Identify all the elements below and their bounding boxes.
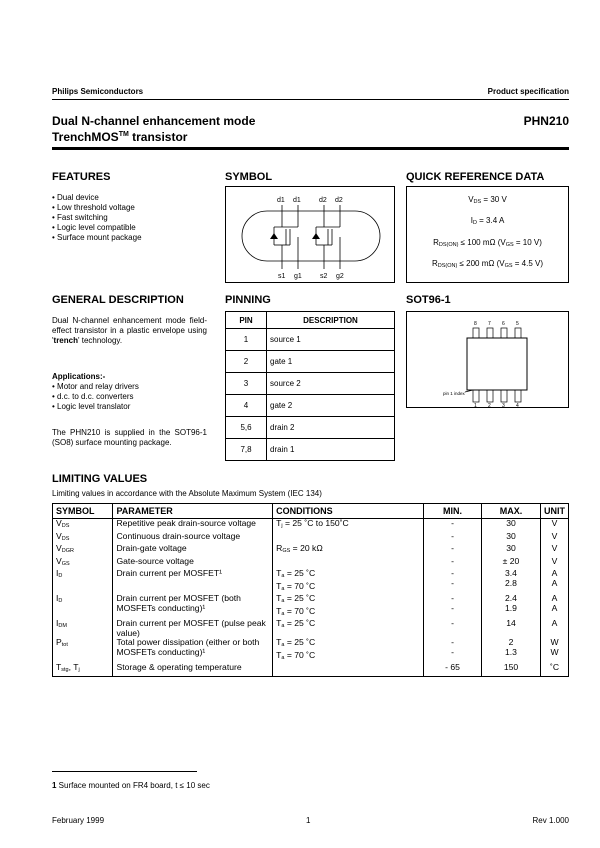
footer-date: February 1999: [52, 816, 105, 825]
conditions-cell: $T_a = 25$ ˚C $T_a = 70$ ˚C: [273, 638, 424, 663]
min-cell: -: [424, 532, 482, 545]
qrd-box: [406, 186, 569, 283]
limiting-heading: LIMITING VALUES: [52, 473, 148, 485]
package-pin-5: 5: [516, 321, 519, 327]
max-cell: 150: [481, 663, 540, 676]
parameter-cell: Drain current per MOSFET (pulse peak value): [113, 619, 273, 638]
features-heading: FEATURES: [52, 171, 111, 183]
max-cell: 30: [481, 544, 540, 557]
table-row: 4 gate 2: [226, 395, 395, 417]
document-type: Product specification: [487, 87, 569, 96]
package-pin-1: 1: [474, 403, 477, 407]
part-number: PHN210: [523, 114, 569, 128]
list-item: • Low threshold voltage: [52, 203, 135, 212]
package-pin-4: 4: [516, 403, 519, 407]
column-header: SYMBOL: [53, 504, 113, 519]
symbol-cell: $I_{DM}$: [53, 619, 113, 638]
min-cell: -: [424, 619, 482, 638]
title-line-1: Dual N-channel enhancement mode: [52, 114, 256, 128]
qrd-heading: QUICK REFERENCE DATA: [406, 171, 545, 183]
qrd-id: $I_D = 3.4$ A: [470, 216, 505, 226]
unit-cell: A: [541, 619, 569, 638]
qrd-vds: $V_{DS} = 30$ V: [468, 195, 507, 205]
table-row: [53, 544, 569, 557]
max-cell: 30: [481, 519, 540, 532]
package-pin-8: 8: [474, 321, 477, 327]
min-cell: - -: [424, 594, 482, 619]
max-cell: 2.4 1.9: [481, 594, 540, 619]
package-pin-7: 7: [488, 321, 491, 327]
min-cell: -: [424, 519, 482, 532]
pinning-table: [225, 311, 395, 461]
table-row: [53, 519, 569, 532]
package-pin-6: 6: [502, 321, 505, 327]
parameter-cell: Total power dissipation (either or both MOSFETs conducting)¹: [113, 638, 273, 663]
applications-heading: Applications:-: [52, 372, 106, 381]
footer-revision: Rev 1.000: [532, 816, 569, 825]
pin-column-header: PIN: [226, 312, 267, 329]
conditions-cell: $T_a = 25$ ˚C $T_a = 70$ ˚C: [273, 569, 424, 594]
symbol-label-g1: g1: [294, 273, 302, 280]
unit-cell: A A: [541, 594, 569, 619]
min-cell: - -: [424, 569, 482, 594]
table-row: 2 gate 1: [226, 351, 395, 373]
symbol-cell: $I_D$: [53, 569, 113, 594]
max-cell: 2 1.3: [481, 638, 540, 663]
title-rule: [52, 147, 569, 150]
min-cell: -: [424, 557, 482, 570]
conditions-cell: $R_{GS} = 20$ kΩ: [273, 544, 424, 557]
general-paragraph-1: Dual N-channel enhancement mode field-effect transistor in a plastic envelope using 'trench' technology.: [52, 316, 207, 345]
package-heading: SOT96-1: [406, 294, 451, 306]
symbol-cell: $V_{DS}$: [53, 519, 113, 532]
unit-cell: V: [541, 532, 569, 545]
column-header: CONDITIONS: [273, 504, 424, 519]
symbol-label-g2: g2: [336, 273, 344, 280]
parameter-cell: Repetitive peak drain-source voltage: [113, 519, 273, 532]
unit-cell: V: [541, 519, 569, 532]
company-name: Philips Semiconductors: [52, 87, 144, 96]
pinning-heading: PINNING: [225, 294, 271, 306]
mosfet-symbol-diagram: [226, 187, 394, 282]
table-row: [53, 619, 569, 638]
column-header: MIN.: [424, 504, 482, 519]
max-cell: 30: [481, 532, 540, 545]
column-header: MAX.: [481, 504, 540, 519]
parameter-cell: Drain current per MOSFET (both MOSFETs conducting)¹: [113, 594, 273, 619]
list-item: • d.c. to d.c. converters: [52, 392, 134, 401]
conditions-cell: $T_a = 25$ ˚C $T_a = 70$ ˚C: [273, 594, 424, 619]
table-row: 3 source 2: [226, 373, 395, 395]
limiting-subtitle: Limiting values in accordance with the Absolute Maximum System (IEC 134): [52, 489, 322, 498]
symbol-label-d1: d1: [277, 197, 285, 204]
footer-page-number: 1: [306, 816, 311, 825]
document-title: [52, 114, 255, 144]
applications-list: [52, 382, 139, 412]
unit-cell: W W: [541, 638, 569, 663]
symbol-cell: $V_{GS}$: [53, 557, 113, 570]
qrd-rds2: $R_{DS(ON)} \le 200$ mΩ ($V_{GS} = 4.5$ V): [431, 259, 544, 269]
symbol-cell: $V_{DS}$: [53, 532, 113, 545]
description-column-header: DESCRIPTION: [267, 312, 395, 329]
package-box: [406, 311, 569, 408]
symbol-heading: SYMBOL: [225, 171, 273, 183]
footnote: 1 Surface mounted on FR4 board, t ≤ 10 sec: [52, 781, 210, 790]
diode-2-icon: [312, 233, 320, 239]
table-header-row: [53, 504, 569, 519]
conditions-cell: $T_a = 25$ ˚C: [273, 619, 424, 638]
package-pin-3: 3: [502, 403, 505, 407]
unit-cell: ˚C: [541, 663, 569, 676]
column-header: UNIT: [541, 504, 569, 519]
list-item: • Logic level translator: [52, 402, 131, 411]
parameter-cell: Continuous drain-source voltage: [113, 532, 273, 545]
min-cell: - -: [424, 638, 482, 663]
max-cell: 14: [481, 619, 540, 638]
symbol-label-s1: s1: [278, 273, 286, 280]
symbol-cell: $P_{tot}$: [53, 638, 113, 663]
title-line-2: TrenchMOS™ transistor: [52, 130, 188, 144]
symbol-label-d2: d2: [335, 197, 343, 204]
table-row: 1 source 1: [226, 329, 395, 351]
list-item: • Surface mount package: [52, 233, 142, 242]
qrd-rds1: $R_{DS(ON)} \le 100$ mΩ ($V_{GS} = 10$ V): [433, 238, 542, 248]
list-item: • Dual device: [52, 193, 99, 202]
diode-1-icon: [270, 233, 278, 239]
min-cell: -: [424, 544, 482, 557]
symbol-cell: $T_{stg}$, $T_j$: [53, 663, 113, 676]
pin1-index-label: pin 1 index: [443, 391, 465, 396]
package-pin-2: 2: [488, 403, 491, 407]
symbol-label-s2: s2: [320, 273, 328, 280]
symbol-cell: $I_D$: [53, 594, 113, 619]
table-row: [53, 663, 569, 676]
parameter-cell: Drain-gate voltage: [113, 544, 273, 557]
symbol-cell: $V_{DGR}$: [53, 544, 113, 557]
table-row: 5,6 drain 2: [226, 417, 395, 439]
general-paragraph-2: The PHN210 is supplied in the SOT96-1 (SO8) surface mounting package.: [52, 428, 207, 447]
unit-cell: V: [541, 557, 569, 570]
symbol-label-d1: d1: [293, 197, 301, 204]
unit-cell: A A: [541, 569, 569, 594]
table-row: [53, 594, 569, 619]
conditions-cell: [273, 663, 424, 676]
table-row: [53, 569, 569, 594]
list-item: • Fast switching: [52, 213, 108, 222]
footnote-rule: [52, 771, 197, 772]
unit-cell: V: [541, 544, 569, 557]
min-cell: - 65: [424, 663, 482, 676]
max-cell: 3.4 2.8: [481, 569, 540, 594]
table-row: 7,8 drain 1: [226, 439, 395, 461]
column-header: PARAMETER: [113, 504, 273, 519]
parameter-cell: Drain current per MOSFET¹: [113, 569, 273, 594]
general-heading: GENERAL DESCRIPTION: [52, 294, 184, 306]
conditions-cell: $T_j = 25$ ˚C to 150˚C: [273, 519, 424, 532]
max-cell: ± 20: [481, 557, 540, 570]
features-list: [52, 193, 142, 243]
parameter-cell: Storage & operating temperature: [113, 663, 273, 676]
parameter-cell: Gate-source voltage: [113, 557, 273, 570]
package-outline-diagram: [407, 312, 568, 407]
limiting-values-table: [52, 503, 569, 677]
list-item: • Motor and relay drivers: [52, 382, 139, 391]
list-item: • Logic level compatible: [52, 223, 136, 232]
symbol-label-d2: d2: [319, 197, 327, 204]
symbol-box: [225, 186, 395, 283]
table-row: [53, 638, 569, 663]
header-rule: [52, 99, 569, 100]
